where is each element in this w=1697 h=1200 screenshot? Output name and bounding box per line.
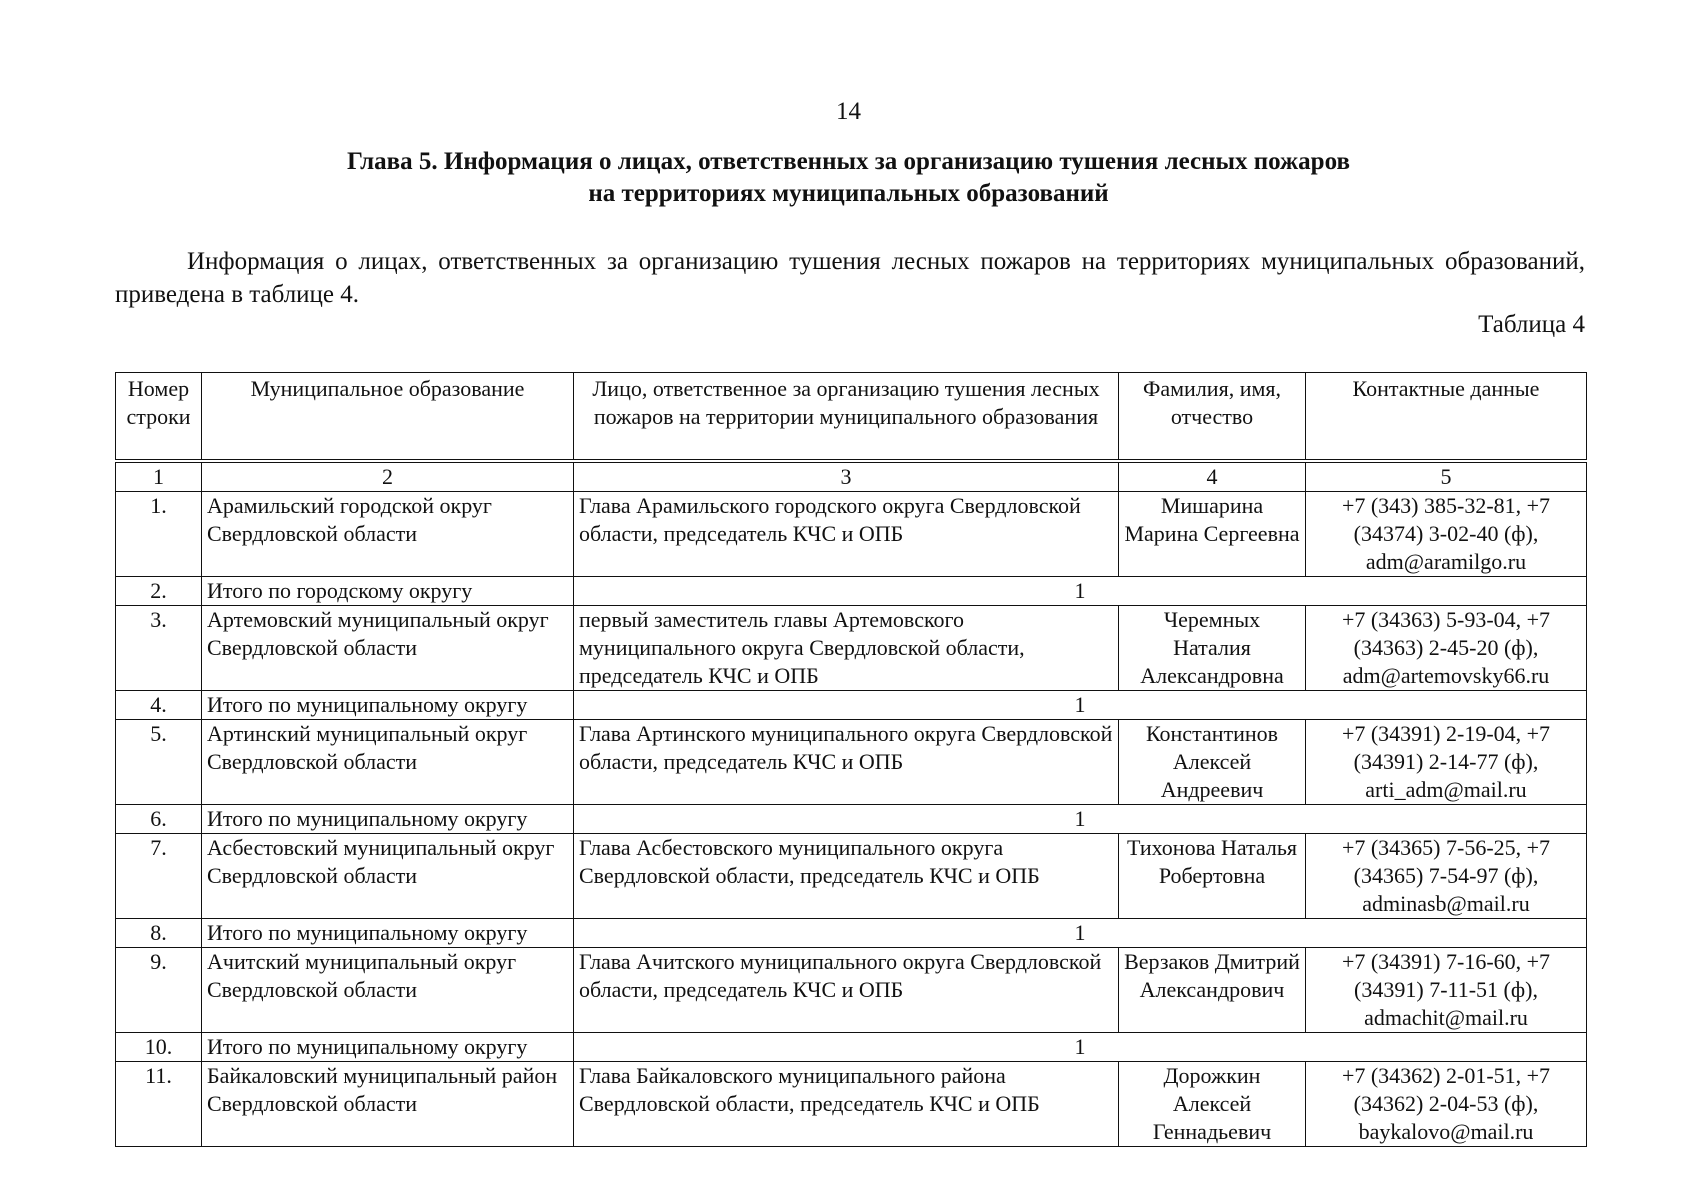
row-number: 1. bbox=[116, 492, 202, 577]
table-row bbox=[116, 1062, 1587, 1147]
column-number: 1 bbox=[116, 463, 202, 492]
table-header-row bbox=[116, 373, 1587, 460]
row-number: 11. bbox=[116, 1062, 202, 1147]
name-cell: Мишарина Марина Сергеевна bbox=[1119, 492, 1306, 577]
header-contacts: Контактные данные bbox=[1306, 373, 1587, 460]
contacts-cell: +7 (34362) 2-01-51, +7 (34362) 2-04-53 (ф), baykalovo@mail.ru bbox=[1306, 1062, 1587, 1147]
municipality-cell: Асбестовский муниципальный округ Свердловской области bbox=[202, 834, 574, 919]
column-number: 2 bbox=[202, 463, 574, 492]
column-number: 4 bbox=[1119, 463, 1306, 492]
position-cell: Глава Асбестовского муниципального округа Свердловской области, председатель КЧС и ОПБ bbox=[574, 834, 1119, 919]
total-value: 1 bbox=[574, 1033, 1587, 1062]
total-label: Итого по муниципальному округу bbox=[202, 919, 574, 948]
municipality-cell: Ачитский муниципальный округ Свердловской области bbox=[202, 948, 574, 1033]
name-cell: Константинов Алексей Андреевич bbox=[1119, 720, 1306, 805]
table-row bbox=[116, 948, 1587, 1033]
contacts-cell: +7 (34391) 7-16-60, +7 (34391) 7-11-51 (ф), admachit@mail.ru bbox=[1306, 948, 1587, 1033]
header-responsible-position: Лицо, ответственное за организацию тушения лесных пожаров на территории муниципального образования bbox=[574, 373, 1119, 460]
position-cell: Глава Артинского муниципального округа Свердловской области, председатель КЧС и ОПБ bbox=[574, 720, 1119, 805]
municipality-cell: Артемовский муниципальный округ Свердловской области bbox=[202, 606, 574, 691]
chapter-heading-line-2: на территориях муниципальных образований bbox=[588, 180, 1109, 207]
chapter-heading bbox=[0, 146, 1697, 210]
column-number: 5 bbox=[1306, 463, 1587, 492]
position-cell: Глава Ачитского муниципального округа Свердловской области, председатель КЧС и ОПБ bbox=[574, 948, 1119, 1033]
row-number: 10. bbox=[116, 1033, 202, 1062]
position-cell: Глава Арамильского городского округа Свердловской области, председатель КЧС и ОПБ bbox=[574, 492, 1119, 577]
total-label: Итого по муниципальному округу bbox=[202, 805, 574, 834]
row-number: 2. bbox=[116, 577, 202, 606]
total-value: 1 bbox=[574, 805, 1587, 834]
total-label: Итого по городскому округу bbox=[202, 577, 574, 606]
contacts-cell: +7 (34363) 5-93-04, +7 (34363) 2-45-20 (ф), adm@artemovsky66.ru bbox=[1306, 606, 1587, 691]
header-full-name: Фамилия, имя, отчество bbox=[1119, 373, 1306, 460]
total-label: Итого по муниципальному округу bbox=[202, 691, 574, 720]
name-cell: Дорожкин Алексей Геннадьевич bbox=[1119, 1062, 1306, 1147]
row-number: 3. bbox=[116, 606, 202, 691]
name-cell: Тихонова Наталья Робертовна bbox=[1119, 834, 1306, 919]
responsible-persons-table bbox=[115, 372, 1587, 1147]
column-number: 3 bbox=[574, 463, 1119, 492]
name-cell: Верзаков Дмитрий Александрович bbox=[1119, 948, 1306, 1033]
row-number: 4. bbox=[116, 691, 202, 720]
table-body bbox=[116, 460, 1587, 1147]
total-value: 1 bbox=[574, 691, 1587, 720]
row-number: 6. bbox=[116, 805, 202, 834]
table-total-row bbox=[116, 577, 1587, 606]
table-total-row bbox=[116, 691, 1587, 720]
name-cell: Черемных Наталия Александровна bbox=[1119, 606, 1306, 691]
total-label: Итого по муниципальному округу bbox=[202, 1033, 574, 1062]
row-number: 5. bbox=[116, 720, 202, 805]
table-total-row bbox=[116, 805, 1587, 834]
municipality-cell: Артинский муниципальный округ Свердловской области bbox=[202, 720, 574, 805]
table-row bbox=[116, 492, 1587, 577]
total-value: 1 bbox=[574, 919, 1587, 948]
chapter-heading-line-1: Глава 5. Информация о лицах, ответственных за организацию тушения лесных пожаров bbox=[347, 148, 1350, 175]
intro-paragraph: Информация о лицах, ответственных за организацию тушения лесных пожаров на территориях муниципальных образований, приведена в таблице 4. bbox=[115, 248, 1585, 308]
column-number-row bbox=[116, 463, 1587, 492]
header-municipality: Муниципальное образование bbox=[202, 373, 574, 460]
contacts-cell: +7 (34365) 7-56-25, +7 (34365) 7-54-97 (ф), adminasb@mail.ru bbox=[1306, 834, 1587, 919]
table-row bbox=[116, 606, 1587, 691]
table-row bbox=[116, 720, 1587, 805]
table-row bbox=[116, 834, 1587, 919]
contacts-cell: +7 (34391) 2-19-04, +7 (34391) 2-14-77 (ф), arti_adm@mail.ru bbox=[1306, 720, 1587, 805]
row-number: 8. bbox=[116, 919, 202, 948]
municipality-cell: Арамильский городской округ Свердловской области bbox=[202, 492, 574, 577]
row-number: 9. bbox=[116, 948, 202, 1033]
municipality-cell: Байкаловский муниципальный район Свердловской области bbox=[202, 1062, 574, 1147]
contacts-cell: +7 (343) 385-32-81, +7 (34374) 3-02-40 (ф), adm@aramilgo.ru bbox=[1306, 492, 1587, 577]
position-cell: Глава Байкаловского муниципального района Свердловской области, председатель КЧС и ОПБ bbox=[574, 1062, 1119, 1147]
row-number: 7. bbox=[116, 834, 202, 919]
header-row-number: Номер строки bbox=[116, 373, 202, 460]
page-number: 14 bbox=[836, 98, 861, 125]
table-total-row bbox=[116, 1033, 1587, 1062]
table-total-row bbox=[116, 919, 1587, 948]
total-value: 1 bbox=[574, 577, 1587, 606]
table-caption: Таблица 4 bbox=[1478, 311, 1585, 338]
position-cell: первый заместитель главы Артемовского муниципального округа Свердловской области, председатель КЧС и ОПБ bbox=[574, 606, 1119, 691]
